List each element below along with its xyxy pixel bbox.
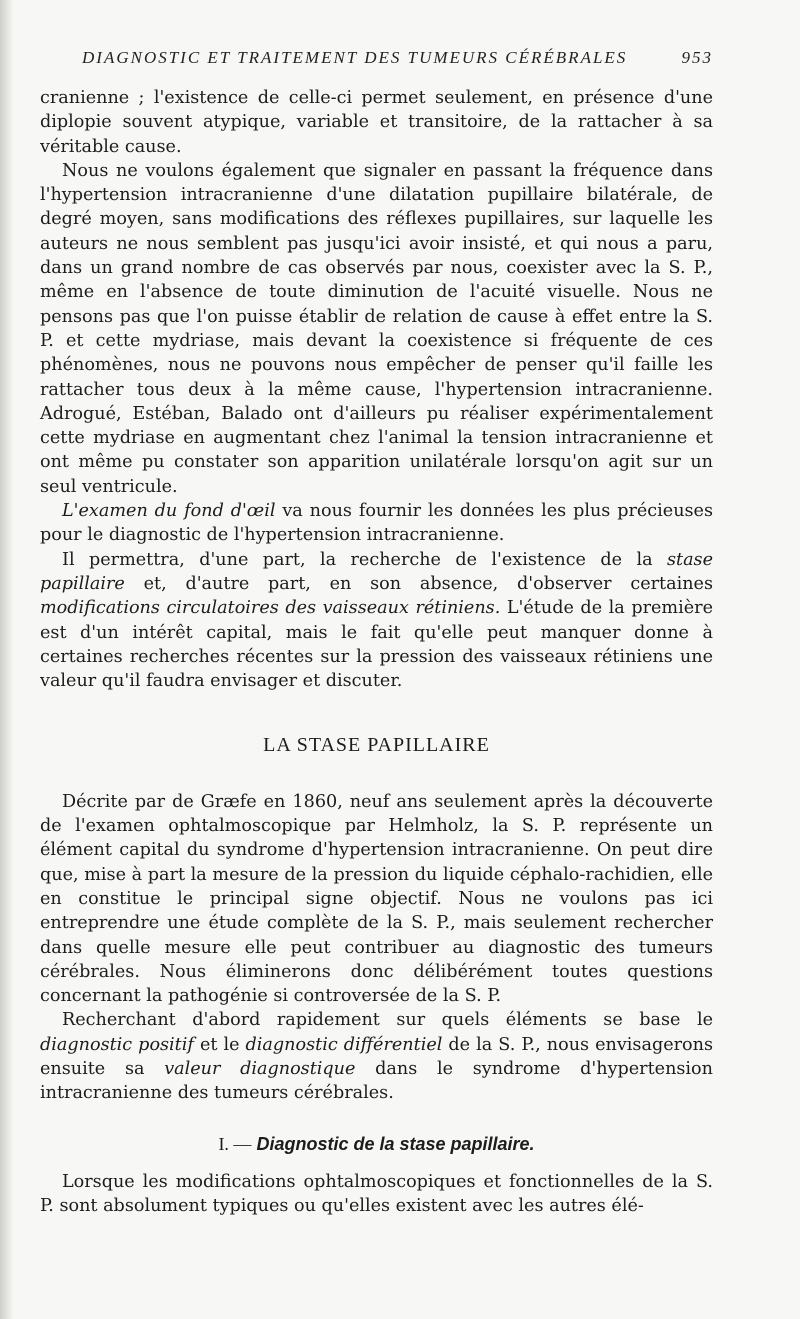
paragraph-6-text-b: et le <box>193 1034 246 1055</box>
paragraph-6-text-a: Recherchant d'abord rapidement sur quels éléments se base le <box>62 1010 713 1031</box>
paragraph-4-emphasis-2: modifications circulatoires des vaisseaux rétiniens. <box>40 598 501 619</box>
subsection-number: I. — <box>218 1133 252 1154</box>
paragraph-7: Lorsque les modifications ophtalmoscopiques et fonctionnelles de la S. P. sont absolument typiques ou qu'elles existent avec les autres élé- <box>40 1171 713 1217</box>
paragraph-3-text: va nous fournir les données les plus précieuses pour le diagnostic de l'hypertension intracranienne. <box>40 501 713 546</box>
paragraph-4 <box>40 548 713 694</box>
paragraph-1: cranienne ; l'existence de celle-ci permet seulement, en présence d'une diplopie souvent atypique, variable et transitoire, de la rattacher à sa véritable cause. <box>40 88 713 157</box>
paragraph-6-text-d: dans le syndrome d'hypertension intracranienne des tumeurs cérébrales. <box>40 1058 713 1104</box>
section-heading: LA STASE PAPILLAIRE <box>263 734 490 757</box>
paragraph-6-emphasis-3: valeur diagnostique <box>164 1058 356 1079</box>
paragraph-5: Décrite par de Græfe en 1860, neuf ans seulement après la découverte de l'examen ophtalmoscopique par Helmholz, la S. P. représente un élément capital du syndrome d'hypertension intracranienne. On peut dire que, mise à part la mesure de la pression du liquide céphalo-rachidien, elle en constitue le principal signe objectif. Nous ne voulons pas ici entreprendre une étude complète de la S. P., mais seulement rechercher dans quelle mesure elle peut contribuer au diagnostic des tumeurs cérébrales. Nous éliminerons donc délibérément toutes questions concernant la pathogénie si controversée de la S. P. <box>40 791 713 1007</box>
paragraph-4-text-b: et, d'autre part, en son absence, d'observer certaines <box>124 573 713 594</box>
paragraph-6-emphasis-2: diagnostic différentiel <box>245 1034 443 1055</box>
paragraph-6-text-c: de la S. P., nous envisagerons ensuite sa <box>40 1034 713 1079</box>
paragraph-4-text-a: Il permettra, d'une part, la recherche de l'existence de la <box>62 549 667 570</box>
scan-edge-shadow <box>0 0 14 1319</box>
running-head-title: DIAGNOSTIC ET TRAITEMENT DES TUMEURS CÉRÉBRALES <box>82 48 628 67</box>
paragraph-3 <box>40 499 713 548</box>
paragraph-6 <box>40 1008 713 1105</box>
paragraph-4-emphasis-1: stase papillaire <box>40 549 713 594</box>
subsection-heading <box>40 1132 713 1156</box>
subsection-title: Diagnostic de la stase papillaire. <box>256 1133 535 1154</box>
paragraph-3-emphasis: L'examen du fond d'œil <box>62 501 276 522</box>
body-text <box>40 86 713 1218</box>
paragraph-6-emphasis-1: diagnostic positif <box>40 1034 194 1055</box>
paragraph-4-text-c: L'étude de la première est d'un intérêt capital, mais le fait qu'elle peut manquer donne à certaines recherches récentes sur la pression des vaisseaux rétiniens une valeur qu'il faudra envisager et discuter. <box>40 598 713 692</box>
paragraph-2: Nous ne voulons également que signaler en passant la fréquence dans l'hypertension intracranienne d'une dilatation pupillaire bilatérale, de degré moyen, sans modifications des réflexes pupillaires, sur laquelle les auteurs ne nous semblent pas jusqu'ici avoir insisté, et qui nous a paru, dans un grand nombre de cas observés par nous, coexister avec la S. P., même en l'absence de toute diminution de l'acuité visuelle. Nous ne pensons pas que l'on puisse établir de relation de cause à effet entre la S. P. et cette mydriase, mais devant la coexistence si fréquente de ces phénomènes, nous ne pouvons nous empêcher de penser qu'il faille les rattacher tous deux à la même cause, l'hypertension intracranienne. Adrogué, Estéban, Balado ont d'ailleurs pu réaliser expérimentalement cette mydriase en augmentant chez l'animal la tension intracranienne et ont même pu constater son apparition unilatérale lorsqu'on agit sur un seul ventricule. <box>40 160 713 497</box>
page-number: 953 <box>681 48 713 67</box>
